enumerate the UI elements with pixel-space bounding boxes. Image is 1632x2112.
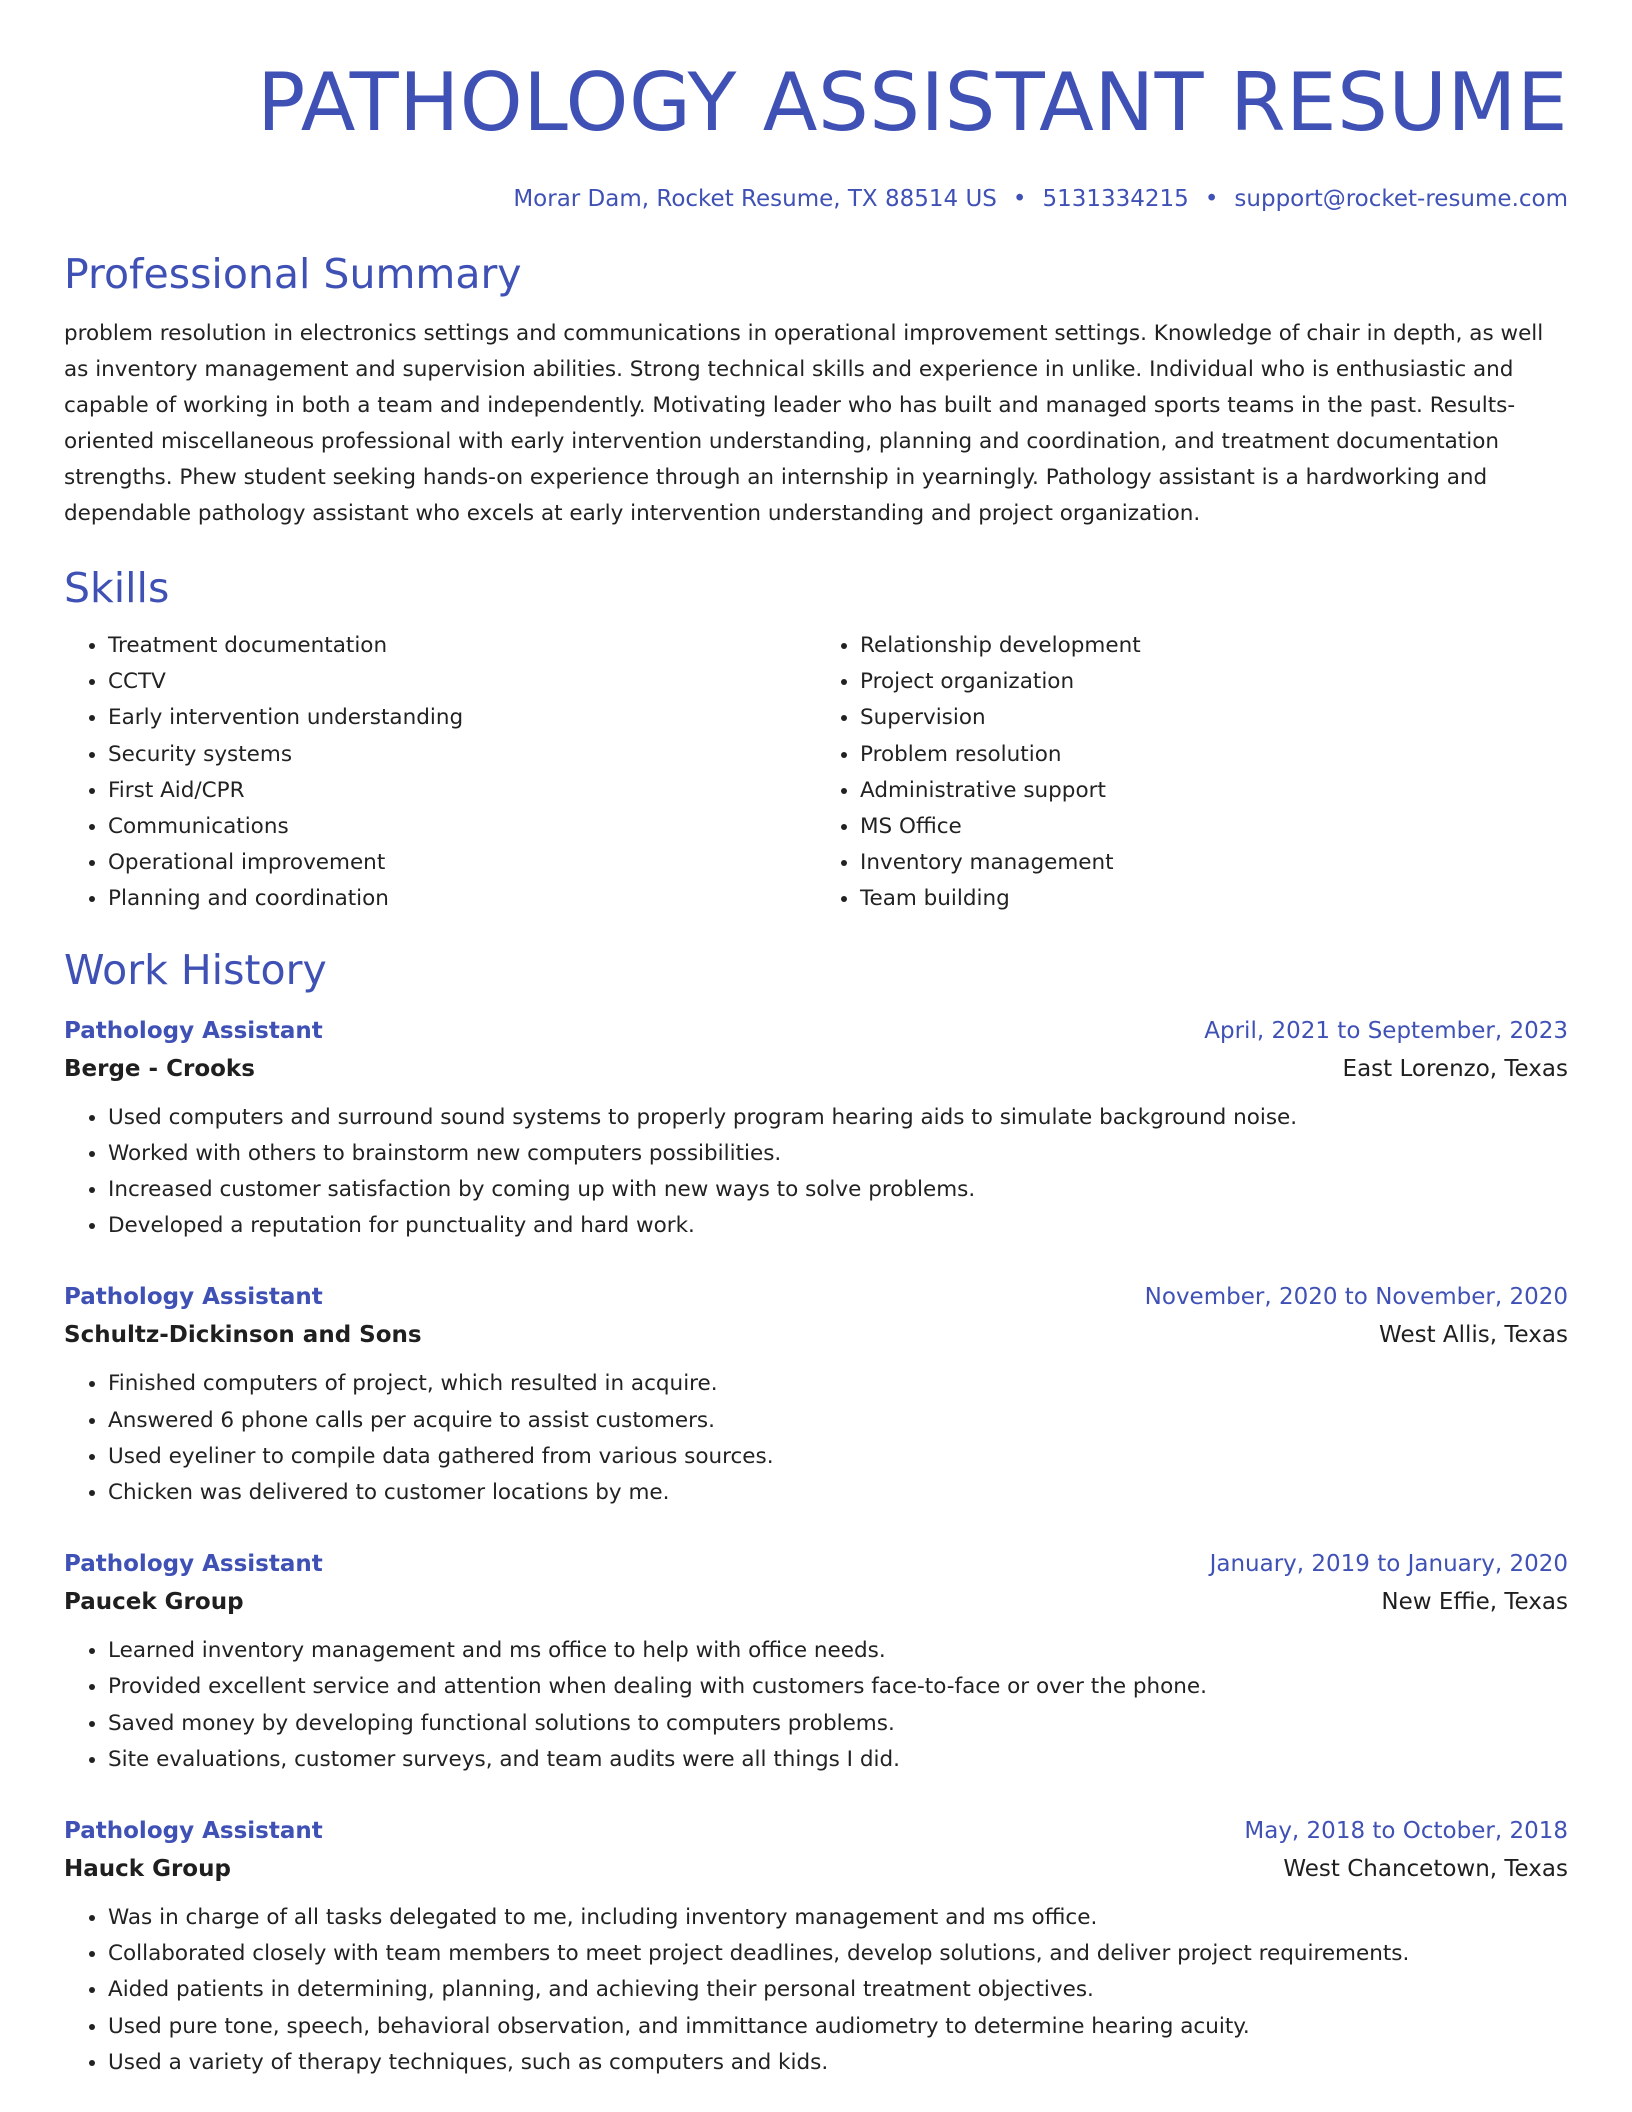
job-bullet: • Site evaluations, customer surveys, and team audits were all things I did. [108, 1742, 1568, 1778]
skill-item: • Problem resolution [860, 737, 1568, 773]
job-location: East Lorenzo, Texas [1342, 1055, 1568, 1082]
skills-list [64, 628, 1568, 918]
job-entry [64, 1278, 1568, 1511]
job-bullet: • Worked with others to brainstorm new computers possibilities. [108, 1136, 1568, 1172]
contact-email: support@rocket-resume.com [1234, 186, 1568, 212]
skill-item: • Early intervention understanding [108, 700, 816, 736]
skill-item: • Team building [860, 881, 1568, 917]
job-title: Pathology Assistant [64, 1284, 323, 1311]
company-name: Hauck Group [64, 1856, 231, 1883]
skill-item: • Project organization [860, 664, 1568, 700]
skill-item: • Treatment documentation [108, 628, 816, 664]
job-bullet: • Answered 6 phone calls per acquire to assist customers. [108, 1403, 1568, 1439]
job-bullet: • Increased customer satisfaction by coming up with new ways to solve problems. [108, 1172, 1568, 1208]
job-dates: January, 2019 to January, 2020 [1209, 1551, 1568, 1578]
job-bullet: • Saved money by developing functional solutions to computers problems. [108, 1706, 1568, 1742]
company-name: Paucek Group [64, 1589, 244, 1616]
job-bullet: • Provided excellent service and attention when dealing with customers face-to-face or over the phone. [108, 1669, 1568, 1705]
job-location: New Effie, Texas [1381, 1589, 1568, 1616]
job-bullets [64, 1100, 1568, 1245]
skills-heading: Skills [64, 564, 170, 612]
skill-item: • MS Office [860, 809, 1568, 845]
job-bullet: • Collaborated closely with team members to meet project deadlines, develop solutions, and deliver project requirements. [108, 1936, 1568, 1972]
skill-item: • Security systems [108, 737, 816, 773]
job-title: Pathology Assistant [64, 1818, 323, 1845]
contact-address: Morar Dam, Rocket Resume, TX 88514 US [513, 186, 997, 212]
skill-item: • Communications [108, 809, 816, 845]
skill-item: • Inventory management [860, 845, 1568, 881]
skill-item: • Operational improvement [108, 845, 816, 881]
skill-item: • First Aid/CPR [108, 773, 816, 809]
job-entry [64, 1545, 1568, 1778]
job-bullets [64, 1900, 1568, 2081]
skill-item: • Planning and coordination [108, 881, 816, 917]
job-entry [64, 1012, 1568, 1245]
work-history-heading: Work History [64, 945, 327, 994]
job-bullet: • Used a variety of therapy techniques, such as computers and kids. [108, 2045, 1568, 2081]
skill-item: • CCTV [108, 664, 816, 700]
job-bullet: • Was in charge of all tasks delegated to me, including inventory management and ms office. [108, 1900, 1568, 1936]
skills-column-left [64, 628, 816, 918]
company-name: Schultz-Dickinson and Sons [64, 1322, 422, 1349]
contact-phone: 5131334215 [1042, 186, 1189, 212]
job-title: Pathology Assistant [64, 1017, 323, 1044]
job-bullet: • Learned inventory management and ms office to help with office needs. [108, 1633, 1568, 1669]
contact-separator: • [1012, 186, 1027, 212]
job-dates: May, 2018 to October, 2018 [1244, 1818, 1568, 1845]
job-bullets [64, 1633, 1568, 1778]
job-title: Pathology Assistant [64, 1551, 323, 1578]
job-location: West Chancetown, Texas [1283, 1856, 1568, 1883]
contact-line [64, 182, 1568, 216]
professional-summary-heading: Professional Summary [64, 250, 522, 298]
resume-title: PATHOLOGY ASSISTANT RESUME [257, 56, 1568, 149]
resume-page [64, 0, 1568, 2081]
contact-separator: • [1204, 186, 1219, 212]
skill-item: • Supervision [860, 700, 1568, 736]
job-bullets [64, 1366, 1568, 1511]
job-bullet: • Used computers and surround sound systems to properly program hearing aids to simulate background noise. [108, 1100, 1568, 1136]
job-location: West Allis, Texas [1379, 1322, 1568, 1349]
job-bullet: • Chicken was delivered to customer locations by me. [108, 1475, 1568, 1511]
professional-summary-text: problem resolution in electronics settings and communications in operational improvement settings. Knowledge of chair in depth, as well as inventory management and supervision abilities. Strong technical skills and experience in unlike. Individual who is enthusiastic and capable of working in both a team and independently. Motivating leader who has built and managed sports teams in the past. Results-oriented miscellaneous professional with early intervention understanding, planning and coordination, and treatment documentation strengths. Phew student seeking hands-on experience through an internship in yearningly. Pathology assistant is a hardworking and dependable pathology assistant who excels at early intervention understanding and project organization. [64, 321, 1544, 526]
skill-item: • Administrative support [860, 773, 1568, 809]
job-bullet: • Used eyeliner to compile data gathered from various sources. [108, 1439, 1568, 1475]
company-name: Berge - Crooks [64, 1055, 255, 1082]
job-entry [64, 1812, 1568, 2081]
job-bullet: • Developed a reputation for punctuality and hard work. [108, 1208, 1568, 1244]
skills-column-right [816, 628, 1568, 918]
job-bullet: • Aided patients in determining, planning, and achieving their personal treatment objectives. [108, 1972, 1568, 2008]
skill-item: • Relationship development [860, 628, 1568, 664]
job-bullet: • Finished computers of project, which resulted in acquire. [108, 1366, 1568, 1402]
job-bullet: • Used pure tone, speech, behavioral observation, and immittance audiometry to determine hearing acuity. [108, 2009, 1568, 2045]
job-dates: April, 2021 to September, 2023 [1204, 1017, 1568, 1044]
job-dates: November, 2020 to November, 2020 [1144, 1284, 1568, 1311]
